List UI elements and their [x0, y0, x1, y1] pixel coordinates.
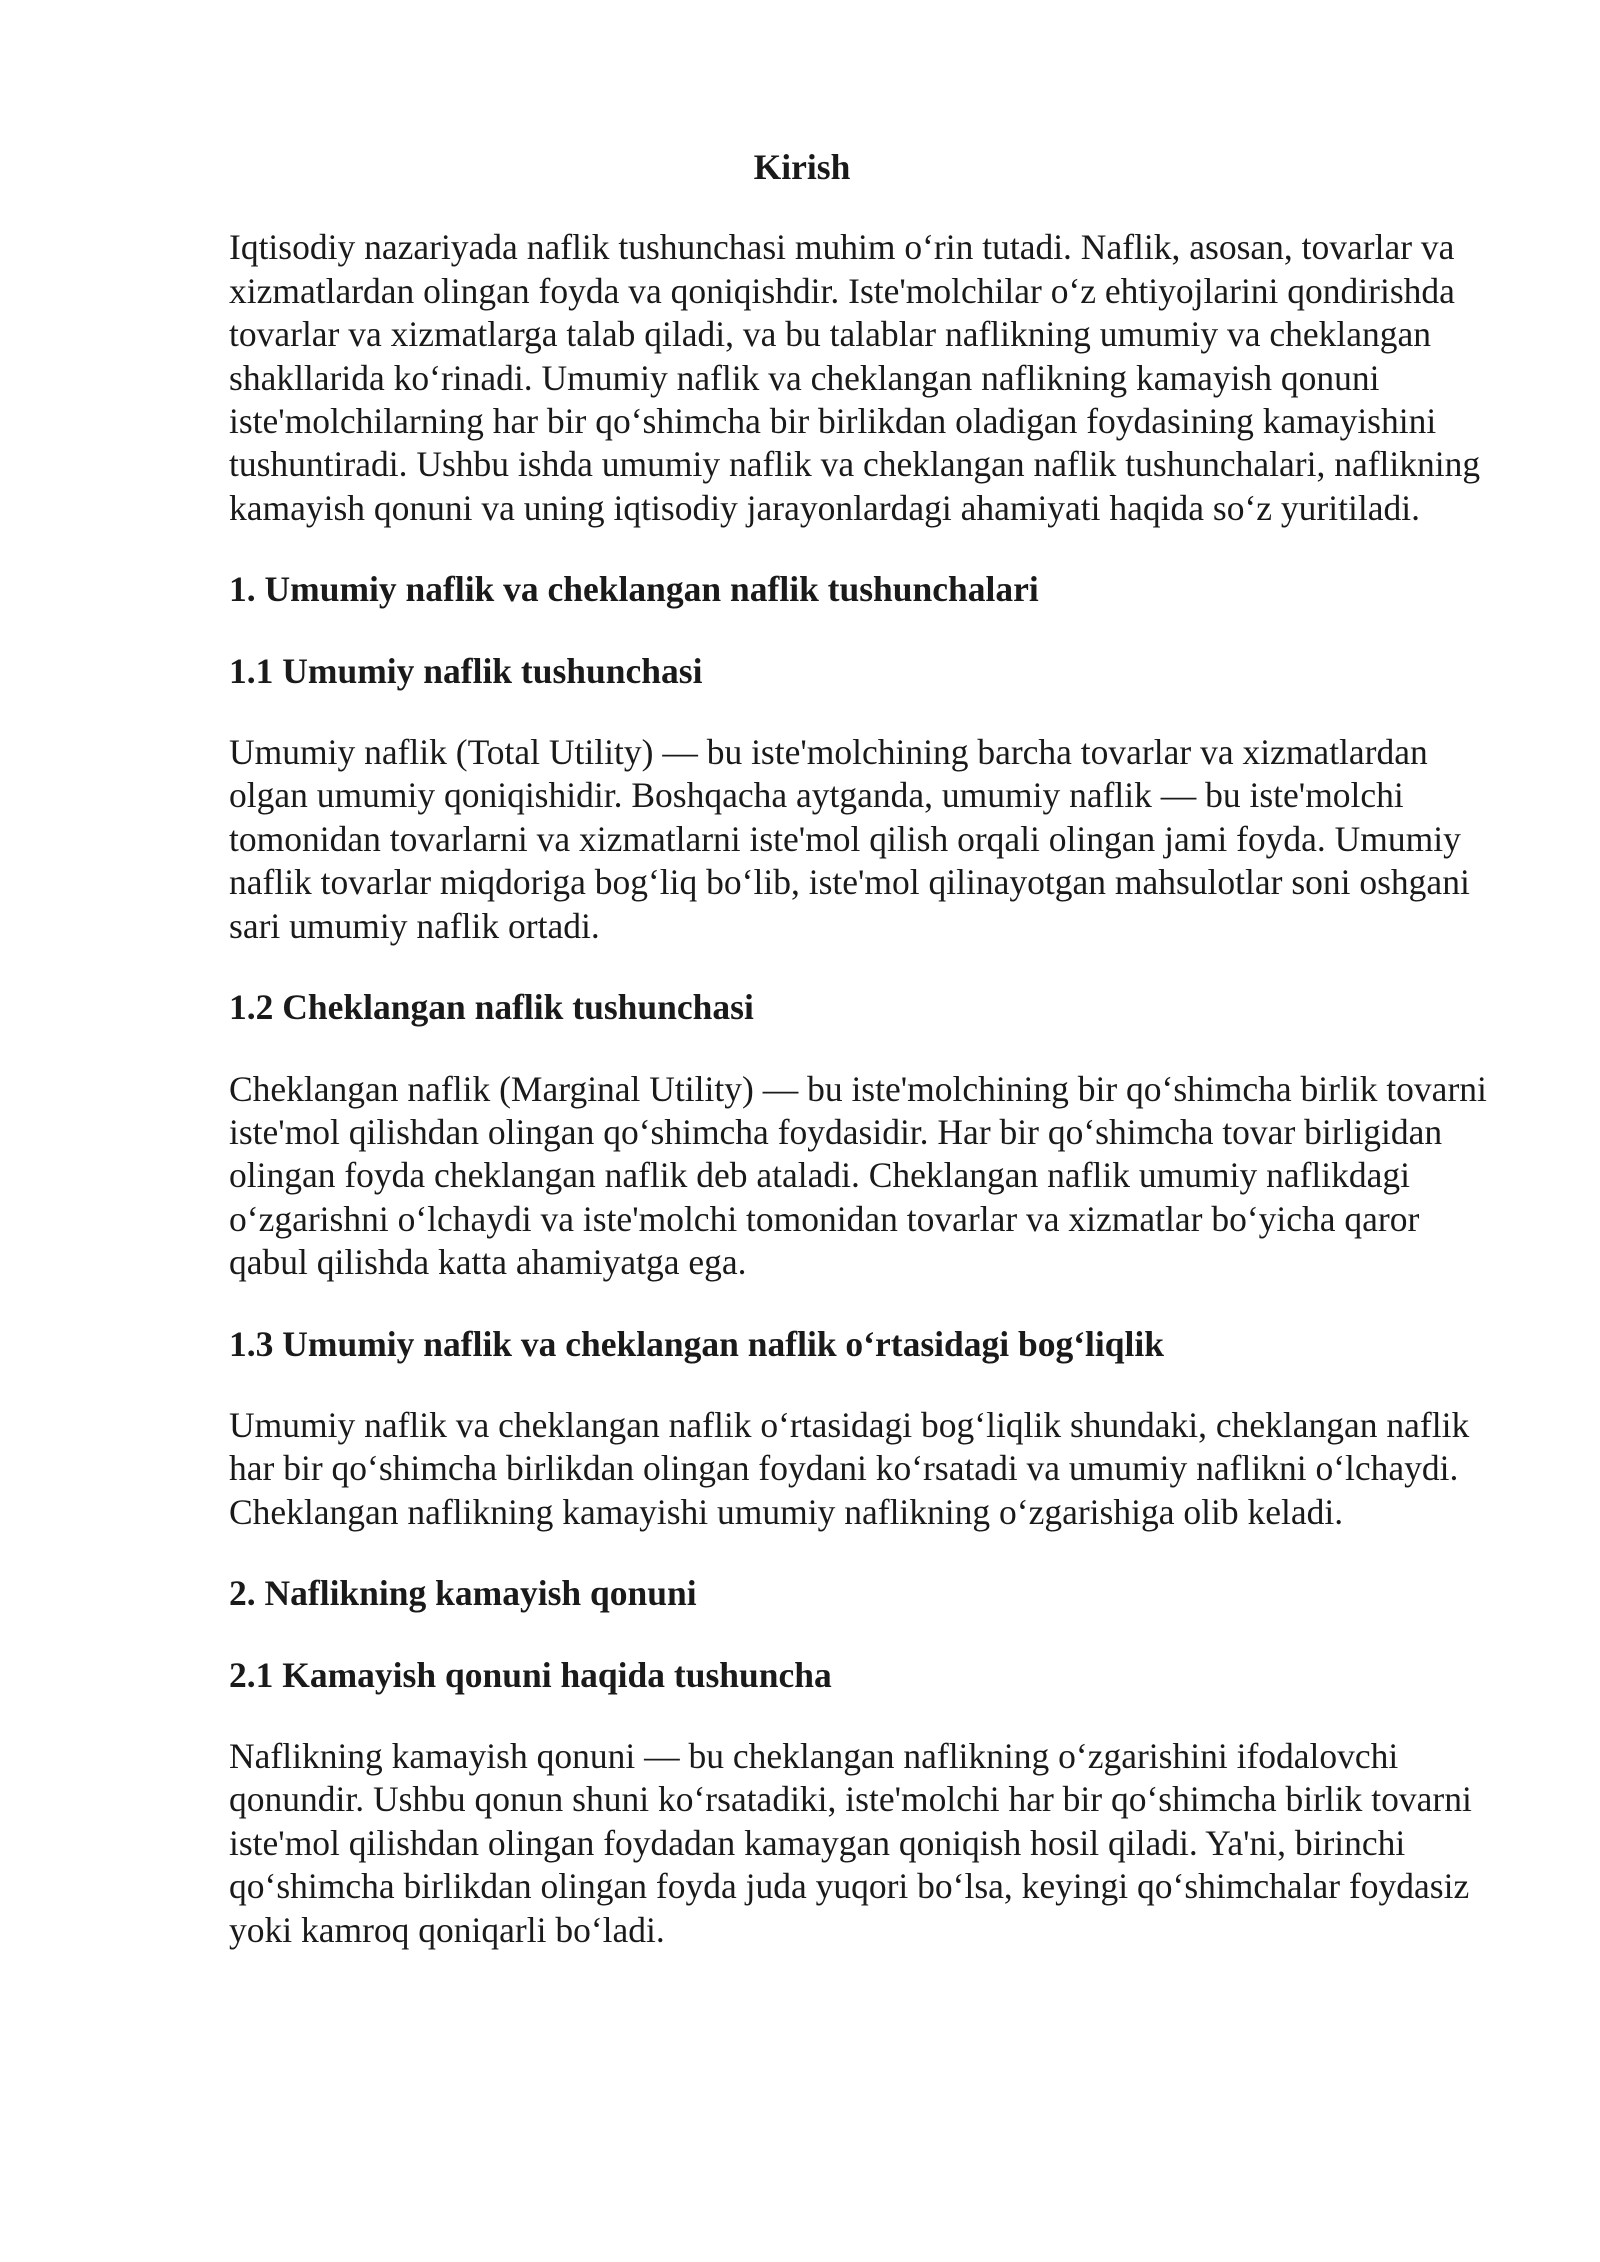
section-1-heading: 1. Umumiy naflik va cheklangan naflik tushunchalari [229, 569, 1039, 610]
subsection-2-1-heading: 2.1 Kamayish qonuni haqida tushuncha [229, 1654, 832, 1695]
subsection-1-2-paragraph: Cheklangan naflik (Marginal Utility) — bu iste'molchining bir qo‘shimcha birlik tovarni iste'mol qilishdan olingan qo‘shimcha foydasidir. Har bir qo‘shimcha tovar birligidan olingan foyda cheklangan naflik deb ataladi. Cheklangan naflik umumiy naflikdagi o‘zgarishni o‘lchaydi va iste'molchi tomonidan tovarlar va xizmatlar bo‘yicha qaror qabul qilishda katta ahamiyatga ega. [229, 1068, 1487, 1283]
document-body [229, 146, 1495, 1990]
subsection-1-2-heading: 1.2 Cheklangan naflik tushunchasi [229, 987, 754, 1028]
subsection-1-3-heading: 1.3 Umumiy naflik va cheklangan naflik o‘rtasidagi bog‘liqlik [229, 1323, 1164, 1364]
intro-paragraph: Iqtisodiy nazariyada naflik tushunchasi muhim o‘rin tutadi. Naflik, asosan, tovarlar va xizmatlardan olingan foyda va qoniqishdir. Iste'molchilar o‘z ehtiyojlarini qondirishda tovarlar va xizmatlarga talab qiladi, va bu talablar naflikning umumiy va cheklangan shakllarida ko‘rinadi. Umumiy naflik va cheklangan naflikning kamayish qonuni iste'molchilarning har bir qo‘shimcha bir birlikdan oladigan foydasining kamayishini tushuntiradi. Ushbu ishda umumiy naflik va cheklangan naflik tushunchalari, naflikning kamayish qonuni va uning iqtisodiy jarayonlardagi ahamiyati haqida so‘z yuritiladi. [229, 227, 1481, 528]
section-2-heading: 2. Naflikning kamayish qonuni [229, 1573, 697, 1614]
subsection-1-1-heading: 1.1 Umumiy naflik tushunchasi [229, 650, 703, 691]
document-title: Kirish [753, 147, 851, 187]
subsection-2-1-paragraph: Naflikning kamayish qonuni — bu cheklangan naflikning o‘zgarishini ifodalovchi qonundir. Ushbu qonun shuni ko‘rsatadiki, iste'molchi har bir qo‘shimcha birlik tovarni iste'mol qilishdan olingan foydadan kamaygan qoniqish hosil qiladi. Ya'ni, birinchi qo‘shimcha birlikdan olingan foyda juda yuqori bo‘lsa, keyingi qo‘shimchalar foydasiz yoki kamroq qoniqarli bo‘ladi. [229, 1735, 1472, 1950]
subsection-1-1-paragraph: Umumiy naflik (Total Utility) — bu iste'molchining barcha tovarlar va xizmatlardan olgan umumiy qoniqishidir. Boshqacha aytganda, umumiy naflik — bu iste'molchi tomonidan tovarlarni va xizmatlarni iste'mol qilish orqali olingan jami foyda. Umumiy naflik tovarlar miqdoriga bog‘liq bo‘lib, iste'mol qilinayotgan mahsulotlar soni oshgani sari umumiy naflik ortadi. [229, 732, 1470, 946]
subsection-1-3-paragraph: Umumiy naflik va cheklangan naflik o‘rtasidagi bog‘liqlik shundaki, cheklangan naflik har bir qo‘shimcha birlikdan olingan foydani ko‘rsatadi va umumiy naflikni o‘lchaydi. Cheklangan naflikning kamayishi umumiy naflikning o‘zgarishiga olib keladi. [229, 1404, 1470, 1532]
